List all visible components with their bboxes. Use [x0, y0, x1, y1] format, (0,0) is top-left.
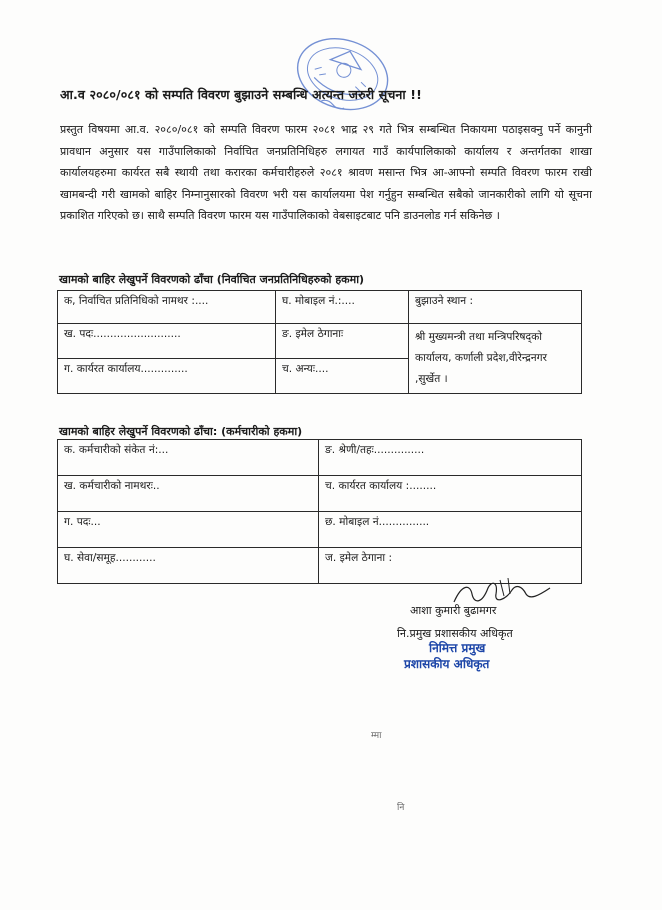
stamp-line: प्रशासकीय अधिकृत: [404, 657, 490, 671]
section2-title: खामको बाहिर लेखुपर्ने विवरणको ढाँचा: (कर्मचारीको हकमा): [59, 425, 303, 438]
notice-title: आ.व २०८०/०८१ को सम्पति विवरण बुझाउने सम्बन्धि अत्यन्त जरुरी सूचना !!: [60, 87, 422, 102]
table-cell: ख. कर्मचारीको नामथरः..: [58, 476, 319, 512]
table-cell: घ. मोबाइल नं.:....: [276, 291, 409, 324]
table-cell: च. अन्यः....: [276, 359, 409, 394]
table-cell: च. कार्यरत कार्यालय :........: [319, 476, 582, 512]
designation-stamp: [404, 640, 489, 672]
table-cell: घ. सेवा/समूह............: [58, 548, 319, 584]
table-row: [58, 440, 582, 476]
office-seal-icon: [286, 30, 398, 122]
faint-mark: म्मा: [371, 731, 382, 741]
table-row: [58, 324, 582, 359]
section1-title: खामको बाहिर लेखुपर्ने विवरणको ढाँचा (निर्वाचित जनप्रतिनिधिहरुको हकमा): [59, 273, 365, 286]
submit-place-label: बुझाउने स्थान :: [409, 291, 582, 324]
elected-officials-table: [57, 290, 582, 394]
table-row: [58, 291, 582, 324]
table-row: [58, 512, 582, 548]
table-row: [58, 476, 582, 512]
signatory-name: आशा कुमारी बुढामगर: [410, 604, 497, 617]
table-cell: ज. इमेल ठेगाना :: [319, 548, 582, 584]
stamp-line: निमित्त प्रमुख: [429, 641, 486, 655]
submit-place-value: श्री मुख्यमन्त्री तथा मन्त्रिपरिषद्को कार्यालय, कर्णाली प्रदेश,वीरेन्द्रनगर ,सुर्खेत ।: [409, 324, 582, 394]
notice-body: प्रस्तुत विषयमा आ.व. २०८०/०८१ को सम्पति विवरण फारम २०८१ भाद्र २९ गते भित्र सम्बन्धित निकायमा पठाइसक्नु पर्ने कानुनी प्रावधान अनुसार यस गाउँपालिकाको निर्वाचित जनप्रतिनिधिहरु लगायत गाउँ कार्यपालिकाको कार्यालय र अन्तर्गतका शाखा कार्यालयहरुमा कार्यरत सबै स्थायी तथा करारका कर्मचारीहरुले २०८१ श्रावण मसान्त भित्र आ-आफ्नो सम्पति विवरण फारम राखी खामबन्दी गरी खामको बाहिर निम्नानुसारको विवरण भरी यस कार्यालयमा पेश गर्नुहुन सम्बन्धित सबैको जानकारीको लागि यो सूचना प्रकाशित गरिएको छ। साथै सम्पति विवरण फारम यस गाउँपालिकाको वेबसाइटबाट पनि डाउनलोड गर्न सकिनेछ ।: [60, 123, 592, 223]
table-cell: ङ. इमेल ठेगानाः: [276, 324, 409, 359]
signatory-designation: नि.प्रमुख प्रशासकीय अधिकृत: [397, 627, 513, 640]
table-cell: ग. कार्यरत कार्यालय..............: [58, 359, 276, 394]
employees-table: [57, 439, 582, 584]
table-cell: छ. मोबाइल नं...............: [319, 512, 582, 548]
table-cell: क. कर्मचारीको संकेत नं:...: [58, 440, 319, 476]
faint-mark: नि: [397, 803, 405, 813]
table-cell: क, निर्वाचित प्रतिनिधिको नामथर :....: [58, 291, 276, 324]
table-cell: ग. पदः...: [58, 512, 319, 548]
table-cell: ङ. श्रेणी/तहः...............: [319, 440, 582, 476]
table-cell: ख. पदः..........................: [58, 324, 276, 359]
